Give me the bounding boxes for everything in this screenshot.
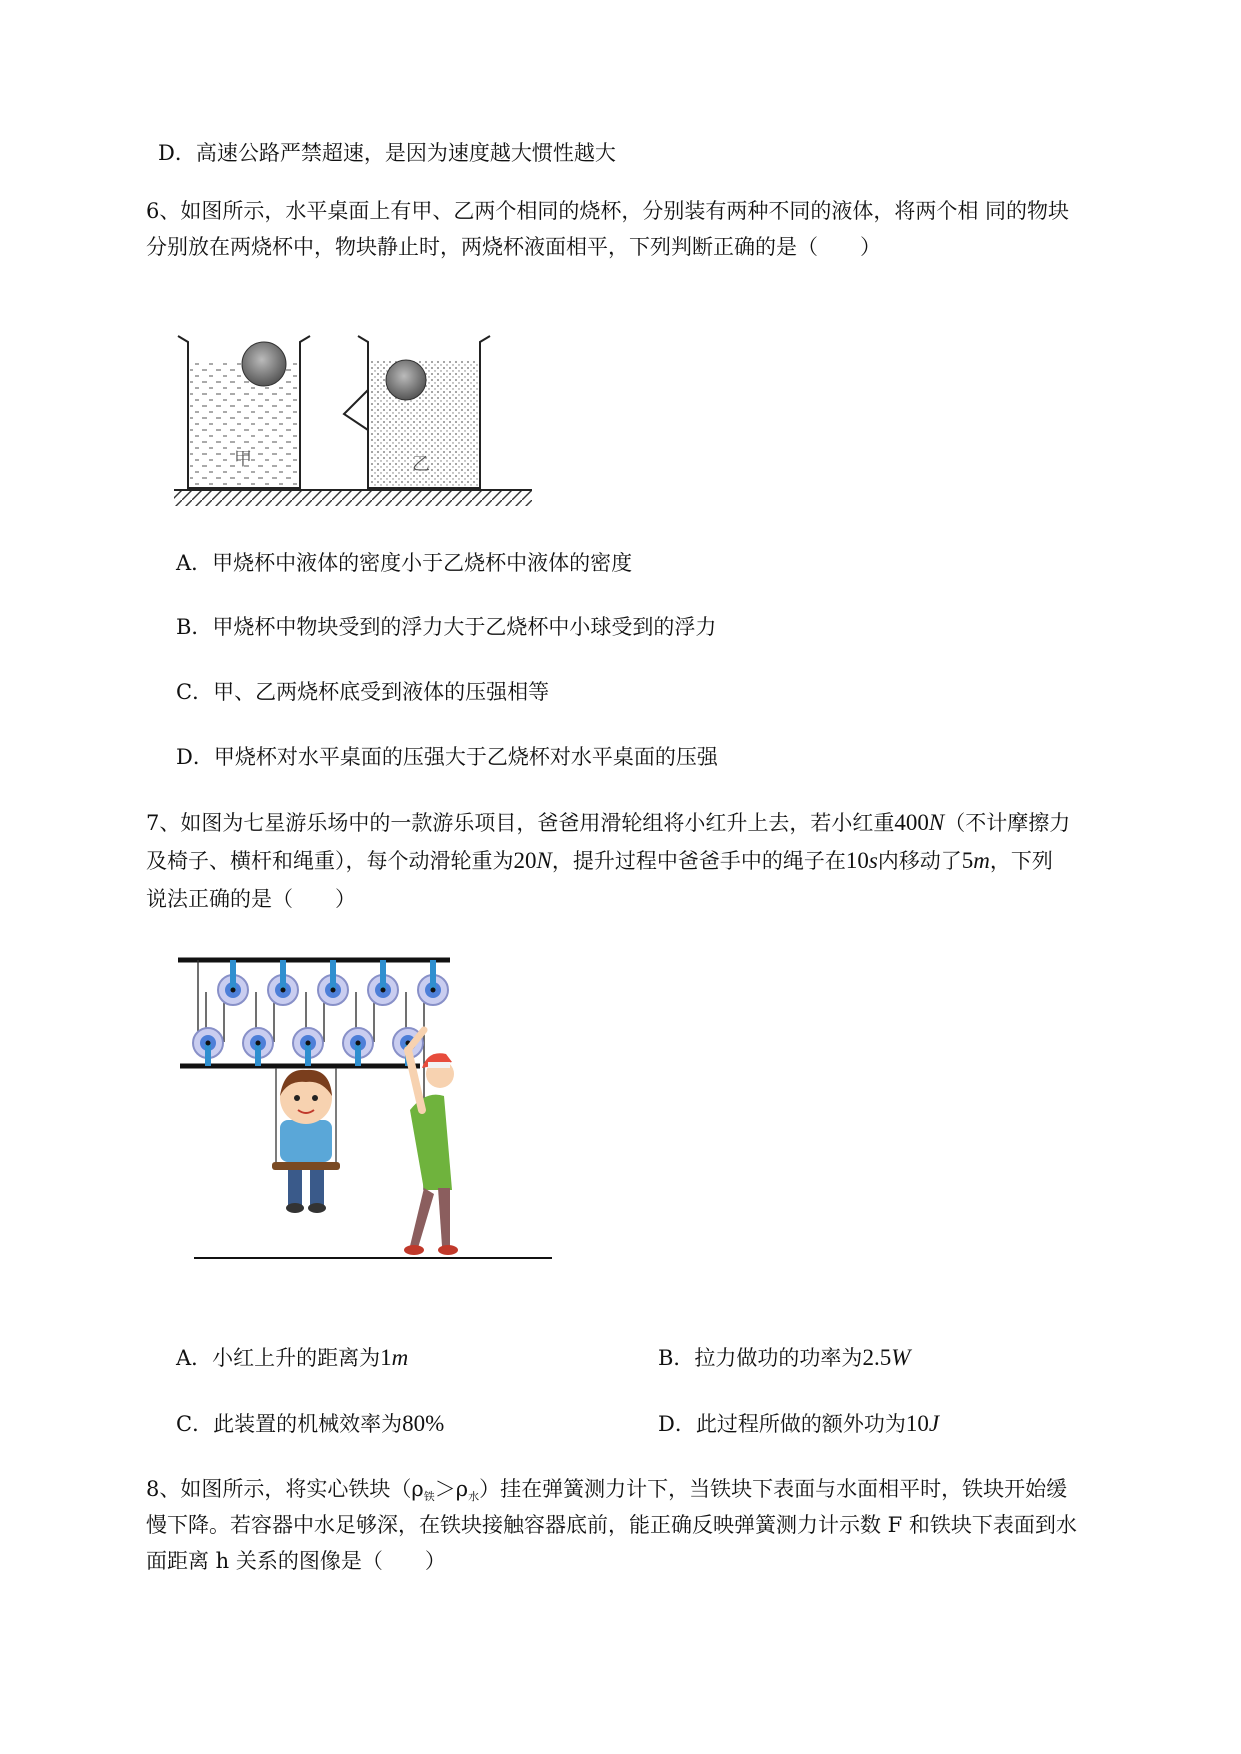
q7-stem-line-3: 说法正确的是（ ） (146, 887, 356, 911)
beaker-yi (344, 336, 490, 488)
q7-option-d: D．此过程所做的额外功为10J (658, 1411, 940, 1436)
child-on-swing (272, 1068, 340, 1213)
fixed-pulleys (218, 960, 448, 1005)
q6-option-c: C．甲、乙两烧杯底受到液体的压强相等 (176, 680, 550, 704)
movable-pulleys (193, 1028, 423, 1066)
block-jia (242, 342, 286, 386)
q6-option-b: B．甲烧杯中物块受到的浮力大于乙烧杯中小球受到的浮力 (176, 615, 717, 639)
beaker-jia (178, 336, 310, 488)
q6-option-d: D．甲烧杯对水平桌面的压强大于乙烧杯对水平桌面的压强 (176, 745, 718, 769)
q8-stem-line-1: 8、如图所示，将实心铁块$(\rho_铁>\rho_水)$挂在弹簧测力计下，当铁块下表面与水面相平时，铁块开始缓 (146, 1477, 1068, 1503)
q7-stem-line-2: 及椅子、横杆和绳重），每个动滑轮重为20N，提升过程中爸爸手中的绳子在10s内移动了5m，下列 (146, 848, 1053, 873)
svg-text:乙: 乙 (412, 454, 430, 475)
q7-option-c: C．此装置的机械效率为80% (176, 1411, 445, 1436)
table-hatch (174, 490, 532, 506)
q5-option-d: D．高速公路严禁超速，是因为速度越大惯性越大 (158, 141, 616, 165)
q8-stem-line-3: 面距离 h 关系的图像是（ ） (146, 1549, 446, 1573)
q6-option-a: A．甲烧杯中液体的密度小于乙烧杯中液体的密度 (176, 551, 633, 575)
q7-pulley-figure (176, 950, 556, 1290)
q7-option-b: B．拉力做功的功率为2.5W (658, 1345, 911, 1370)
q7-stem-line-1: 7、如图为七星游乐场中的一款游乐项目，爸爸用滑轮组将小红升上去，若小红重400N（不计摩擦力 (146, 810, 1071, 835)
block-yi (386, 360, 426, 400)
q7-option-a: A．小红上升的距离为1m (176, 1345, 409, 1370)
q6-stem-line-1: 6、如图所示，水平桌面上有甲、乙两个相同的烧杯，分别装有两种不同的液体，将两个相 同的物块 (146, 199, 1070, 223)
q6-beakers-figure (172, 330, 534, 510)
father-pulling (404, 1030, 458, 1255)
svg-text:甲: 甲 (234, 449, 252, 470)
q6-stem-line-2: 分别放在两烧杯中，物块静止时，两烧杯液面相平，下列判断正确的是（ ） (146, 235, 881, 259)
q8-stem-line-2: 慢下降。若容器中水足够深，在铁块接触容器底前，能正确反映弹簧测力计示数 F 和铁块下表面到水 (146, 1513, 1077, 1537)
